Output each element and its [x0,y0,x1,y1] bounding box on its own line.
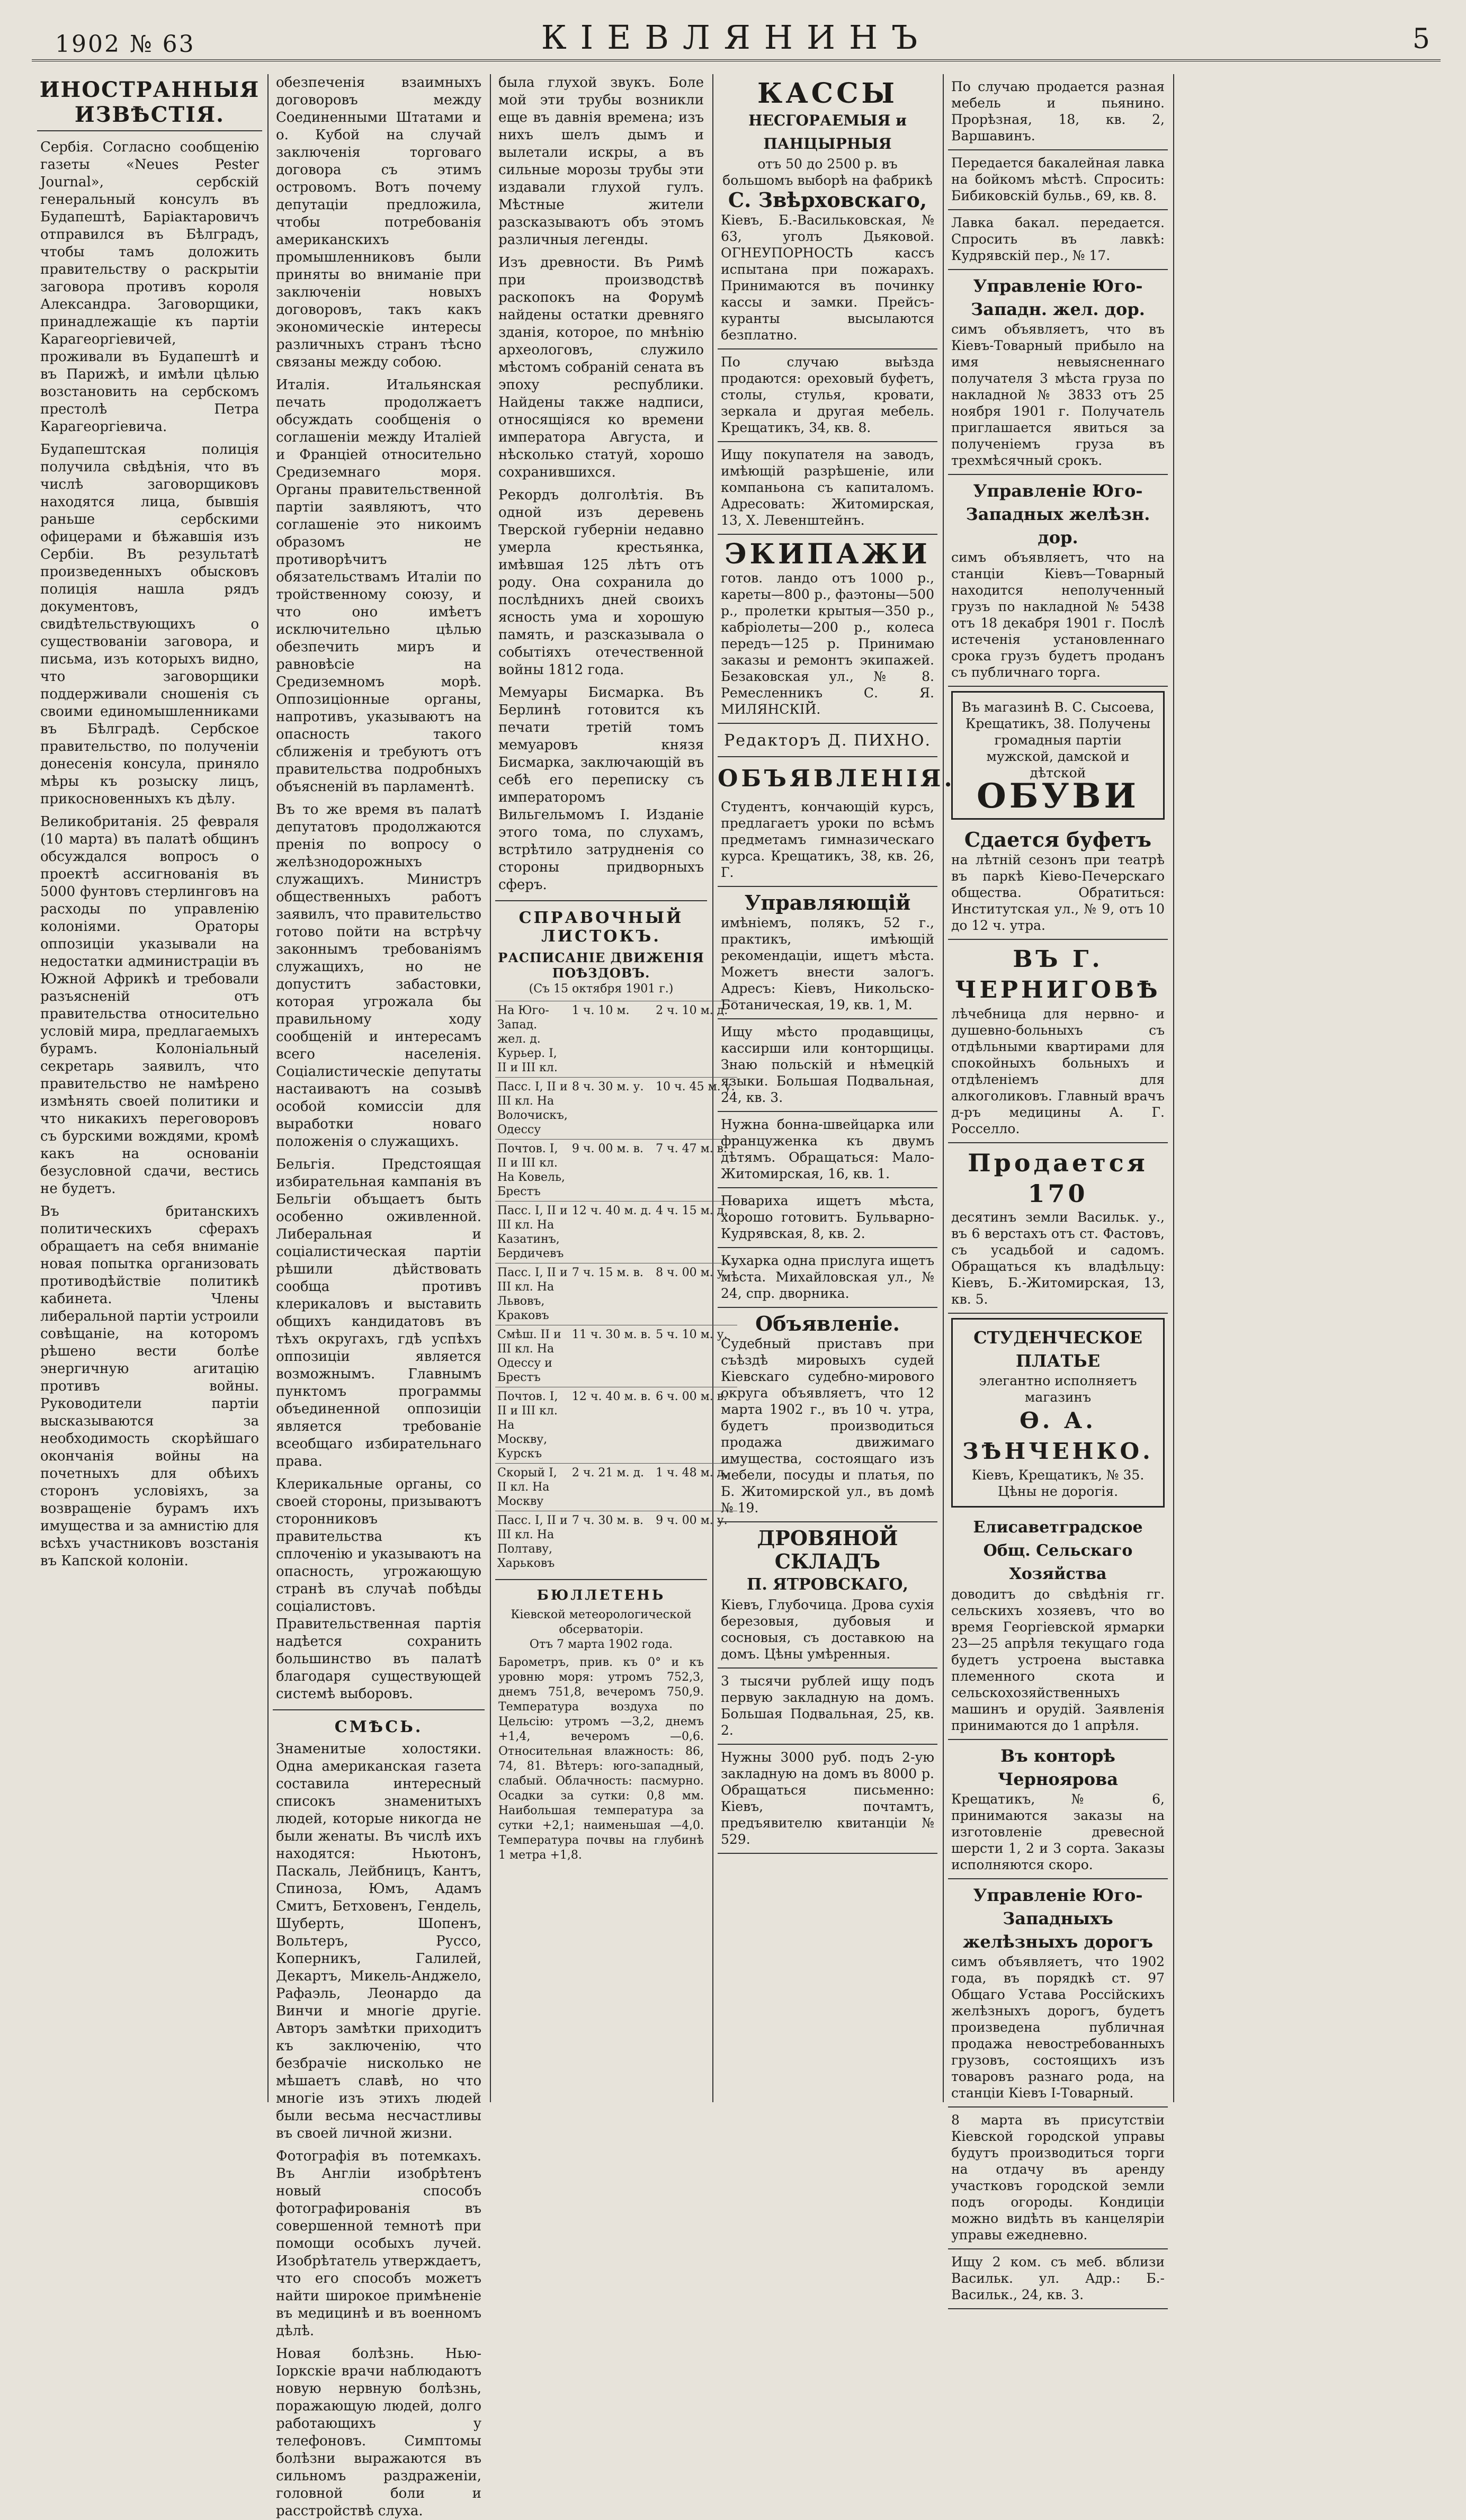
ad-text: Нужны 3000 руб. подъ 2-ую закладную на домъ въ 8000 р. Обращаться письменно: Кіевъ, почтамтъ, предъявителю квитанціи № 529. [721,1750,934,1847]
ad-text: симъ объявляетъ, что 1902 года, въ порядкѣ ст. 97 Общаго Устава Россійскихъ желѣзныхъ дорогъ, будетъ произведена публичная продажа невостребованныхъ грузовъ, состоящихъ изъ товаровъ разнаго рода, на станціи Кіевъ I-Товарный. [951,1954,1165,2101]
ad-text: Крещатикъ, № 6, принимаются заказы на изготовленіе древесной шерсти 1, 2 и 3 сорта. Заказы исполняются скоро. [951,1791,1165,1872]
ad-title: Управленіе Юго-Западн. жел. дор. [971,276,1145,319]
train-arrival: 1 ч. 48 м. д. [654,1464,737,1511]
column-ads-2 [948,74,1168,2302]
ad-text: Ищу покупателя на заводъ, имѣющій разрѣшеніе, или компаньона съ капиталомъ. Адресовать: Житомирская, 13, Х. Левенштейнъ. [721,447,934,528]
ad-buffet [948,824,1168,940]
ad-subtitle: элегантно исполняетъ магазинъ [979,1373,1137,1405]
ad-railway-1 [948,270,1168,475]
section-headline: СМѢСЬ. [334,1718,423,1736]
ad-title: Управленіе Юго-Западныхъ желѣзныхъ дорогъ [963,1885,1153,1952]
train-arrival: 7 ч. 47 м. в. [654,1140,737,1201]
train-departure: 8 ч. 30 м. у. [570,1078,654,1140]
timetable-row [495,1387,737,1464]
ad-carriages [718,535,937,724]
ad-title: СТУДЕНЧЕСКОЕ ПЛАТЬЕ [973,1328,1142,1371]
ad-agricultural-society [948,1512,1168,1740]
column-rule [267,74,269,2102]
article-paragraph: Сербія. Согласно сообщенію газеты «Neues Pester Journal», сербскій генеральный консулъ въ Будапештѣ, Баріактаровичъ отправился въ Бѣлградъ, чтобы тамъ доложить правительству о раскрытіи заговора противъ короля Александра. Заговорщики, принадлежащіе къ партіи Карагеоргіевичей, проживали въ Будапештѣ и въ Парижѣ, и имѣли цѣлью возстановить на сербскомъ престолѣ Петра Карагеоргіевича. [40,139,259,435]
train-route: Скорый I, II кл. На Москву [495,1464,570,1511]
ad-firm: С. Звѣрховскаго, [728,188,927,212]
ad-text: Въ магазинѣ В. С. Сысоева, Крещатикъ, 38. Получены громадныя партіи мужской, дамской и дѣтской [961,699,1155,781]
divider [495,900,707,901]
train-departure: 9 ч. 00 м. в. [570,1140,654,1201]
ad-text: симъ объявляетъ, что на станціи Кіевъ—Товарный находится неполученный грузъ по накладной № 5438 отъ 18 декабря 1901 г. Послѣ истеченія установленнаго срока грузъ будетъ проданъ съ публичнаго торга. [951,550,1165,680]
ad-furniture [948,74,1168,150]
ad-text: Судебный приставъ при съѣздѣ мировыхъ судей Кіевскаго судебно-мирового округа объявляетъ, что 12 марта 1902 г., въ 10 ч. утра, будетъ производиться продажа движимаго имущества, состоящаго изъ мебели, посуды и платья, по Б. Житомирской ул., въ домѣ № 19. [721,1336,934,1515]
article-paragraph: Клерикальные органы, со своей стороны, призываютъ сторонниковъ правительства къ сплоченію и указываютъ на опасность, угрожающую странѣ въ случаѣ побѣды соціалистовъ. Правительственная партія надѣется сохранить большинство въ палатѣ благодаря существующей системѣ выборовъ. [276,1476,481,1702]
ad-title: Управляющій [744,891,911,914]
ad-firm: П. ЯТРОВСКАГО, [747,1575,908,1594]
section-headline: ИНОСТРАННЫЯ ИЗВѢСТІЯ. [37,77,262,131]
ad-furniture-sale [718,349,937,442]
ad-text: Повариха ищетъ мѣста, хорошо готовитъ. Бульварно-Кудрявская, 8, кв. 2. [721,1193,934,1241]
timetable-row [495,1140,737,1201]
masthead [32,11,1441,61]
ad-address: Кіевъ, Крещатикъ, № 35. Цѣны не дорогія. [971,1467,1145,1499]
column-misc-timetable [495,74,735,2108]
ad-loan [718,1669,937,1745]
article-paragraph: Будапештская полиція получила свѣдѣнія, что въ числѣ заговорщиковъ находятся лица, бывшія раньше сербскими офицерами и бѣжавшія изъ Сербіи. Въ результатѣ произведенныхъ обысковъ полиція нашла рядъ документовъ, свидѣтельствующихъ о существованіи заговора, и письма, изъ которыхъ видно, что заговорщики поддерживали сношенія съ своими единомышленниками въ Бѣлградѣ. Сербское правительство, по полученіи донесенія консула, приняло мѣры къ розыску лицъ, прикосновенныхъ къ дѣлу. [40,442,259,807]
train-route: Пасс. I, II и III кл. На Казатинъ, Бердичевъ [495,1201,570,1263]
train-departure: 7 ч. 30 м. в. [570,1511,654,1573]
section-headline: СПРАВОЧНЫЙ ЛИСТОКЪ. [519,909,684,946]
ad-manager [718,887,937,1019]
article-paragraph: обезпеченія взаимныхъ договоровъ между Соединенными Штатами и о. Кубой на случай заключенія торговаго договора съ этимъ островомъ. Вотъ почему депутаціи предложила, чтобы потребованія американскихъ промышленниковъ были приняты во вниманіе при заключеніи новыхъ договоровъ, такъ какъ экономическіе интересы различныхъ странъ тѣсно связаны между собою. [276,75,481,370]
ad-text: Кіевъ, Б.-Васильковская, № 63, уголъ Дьяковой. ОГНЕУПОРНОСТЬ кассъ испытана при пожарахъ. Принимаются въ починку кассы и замки. Прейсъ-куранты высылаются безплатно. [721,212,934,343]
ad-title: ОБУВИ [977,776,1139,816]
ad-title: Елисаветградское Общ. Сельскаго Хозяйства [973,1518,1143,1583]
article-paragraph: Мемуары Бисмарка. Въ Берлинѣ готовится къ печати третій томъ мемуаровъ князя Бисмарка, заключающій въ себѣ его переписку съ императоромъ Вильгельмомъ I. Изданіе этого тома, по слухамъ, встрѣтило затрудненія со стороны придворныхъ сферъ. [498,685,704,893]
article-paragraph: Въ то же время въ палатѣ депутатовъ продолжаются пренія по вопросу о желѣзнодорожныхъ служащихъ. Министръ общественныхъ работъ заявилъ, что правительство готово пойти на встрѣчу законнымъ требованіямъ служащихъ, но не допуститъ забастовки, которая угрожала бы правильному ходу сообщеній и интересамъ всего населенія. Соціалистическіе депутаты настаиваютъ на созывѣ особой комиссіи для выработки новаго положенія о служащихъ. [276,802,481,1150]
bulletin-title: БЮЛЛЕТЕНЬ [537,1588,666,1603]
column-rule [943,74,944,2102]
train-route: Пасс. I, II и III кл. На Волочискъ, Одессу [495,1078,570,1140]
divider [273,1709,485,1710]
ad-title: Въ конторѣ Чернояровa [997,1746,1119,1789]
ad-text: 3 тысячи рублей ищу подъ первую закладную на домъ. Большая Подвальная, 25, кв. 2. [721,1673,934,1738]
train-departure: 7 ч. 15 м. в. [570,1263,654,1325]
article-paragraph: Бельгія. Предстоящая избирательная кампанія въ Бельгіи объщаетъ быть особенно оживленной. Либеральная и соціалистическая партіи рѣшили дѣйствовать сообща противъ клерикаловъ и выставить общихъ кандидатовъ въ тѣхъ округахъ, гдѣ успѣхъ оппозиціи является возможнымъ. Главнымъ пунктомъ программы объединенной оппозиціи является требованіе всеобщаго избирательнаго права. [276,1156,481,1469]
column-rule [490,74,491,2102]
train-route: На Юго-Запад. жел. д. Курьер. I, II и III кл. [495,1001,570,1078]
bulletin-subtitle: Кіевской метеорологической обсерваторіи. [511,1608,692,1636]
train-arrival: 4 ч. 15 м. д. [654,1201,737,1263]
article-paragraph: была глухой звукъ. Боле мой эти трубы возникли еще въ давнія времена; изъ нихъ шелъ дымъ и вылетали искры, а въ сильные морозы трубы эти издавали глухой гулъ. Мѣстные жители разсказываютъ объ этомъ различныя легенды. [498,75,704,248]
ad-tailor [951,1318,1165,1508]
ad-kitchen-maid [718,1248,937,1308]
ad-title: ДРОВЯНОЙ СКЛАДЪ [757,1526,898,1573]
timetable-row [495,1078,737,1140]
ad-title: Объявленіе. [755,1312,900,1335]
ad-text: лѣчебница для нервно- и душевно-больныхъ съ отдѣльными квартирами для спокойныхъ больныхъ и отдѣленіемъ для алкоголиковъ. Главный врачъ д-ръ медицины А. Г. Росселло. [951,1006,1165,1136]
ad-text: готов. ландо отъ 1000 р., кареты—800 р., фаэтоны—500 р., пролетки крытыя—350 р., кабріолеты—200 р., колеса передъ—125 р. Принимаю заказы и ремонтъ экипажей. Безаковская ул., № 8. Ремесленникъ С. Я. МИЛЯНСКІЙ. [721,570,934,717]
article-paragraph: Великобританія. 25 февраля (10 марта) въ палатѣ общинъ обсуждался вопросъ о проектѣ ассигнованія въ 5000 фунтовъ стерлинговъ на расходы по управленію колоніями. Ораторы оппозиціи указывали на недостатки администраціи въ Южной Африкѣ и требовали разъясненій отъ правительства относительно условій мира, предлагаемыхъ бурамъ. Колоніальный секретарь заявилъ, что правительство не намѣрено измѣнять своей политики и что никакихъ переговоровъ съ бурскими вождями, кромѣ какъ на основаніи безусловной сдачи, вестись не будетъ. [40,814,259,1197]
bulletin-text: Барометръ, прив. къ 0° и къ уровню моря: утромъ 752,3, днемъ 751,8, вечеромъ 750,9. Температура воздуха по Цельсію: утромъ —3,2, днемъ +1,4, вечеромъ —0,6. Относительная влажность: 86, 74, 81. Вѣтеръ: юго-западный, слабый. Облачность: пасмурно. Осадки за сутки: 0,8 мм. Наибольшая температура за сутки +2,1; наименьшая —4,0. Температура почвы на глубинѣ 1 метра +1,8. [498,1656,704,1862]
ad-grocery-transfer [948,150,1168,210]
train-departure: 11 ч. 30 м. в. [570,1325,654,1387]
train-departure: 12 ч. 40 м. д. [570,1201,654,1263]
ad-railway-3 [948,1879,1168,2108]
ad-price: отъ 50 до 2500 р. въ большомъ выборѣ на фабрикѣ [722,156,933,188]
train-departure: 12 ч. 40 м. в. [570,1387,654,1464]
train-arrival: 2 ч. 10 м. д. [654,1001,737,1078]
ad-title: ЭКИПАЖИ [725,538,931,570]
page-number: 5 [1412,23,1430,55]
timetable-row [495,1263,737,1325]
column-news-continued [273,74,485,2519]
ad-text: на лѣтній сезонъ при театрѣ въ паркѣ Кіево-Печерскаго общества. Обратиться: Институтская ул., № 9, отъ 10 до 12 ч. утра. [951,852,1165,933]
article-paragraph: Изъ древности. Въ Римѣ при производствѣ раскопокъ на Форумѣ найдены остатки древняго зданія, которое, по мнѣнію археологовъ, служило мѣстомъ собраній сената въ эпоху республики. Найдены также надписи, относящіяся ко времени императора Августа, и нѣсколько статуй, хорошо сохранившихся. [498,255,704,480]
ad-title: КАССЫ [757,77,898,110]
train-arrival: 10 ч. 45 м. у. [654,1078,737,1140]
ad-subtitle: НЕСГОРАЕМЫЯ и ПАНЦЫРНЫЯ [748,112,907,153]
ad-text: Ищу 2 ком. съ меб. вблизи Васильк. ул. Адр.: Б.-Васильк., 24, кв. 3. [951,2254,1165,2302]
train-route: Смѣш. II и III кл. На Одессу и Брестъ [495,1325,570,1387]
timetable-note: (Съ 15 октября 1901 г.) [529,982,674,996]
train-timetable [495,1001,737,1573]
article-paragraph: Рекордъ долголѣтія. Въ одной изъ деревень Тверской губерніи недавно умерла крестьянка, имѣвшая 125 лѣтъ отъ роду. Она сохранила до послѣднихъ дней своихъ ясность ума и хорошую память, и разсказывала о событіяхъ отечественной войны 1812 года. [498,487,704,678]
train-departure: 1 ч. 10 м. [570,1001,654,1078]
ad-title: ВЪ Г. ЧЕРНИГОВѢ [955,946,1161,1003]
ad-text: Кіевъ, Глубочица. Дрова сухія березовыя, дубовыя и сосновыя, съ доставкою на домъ. Цѣны умѣренныя. [721,1597,934,1662]
ad-cook [718,1188,937,1248]
ad-title: Сдается буфетъ [964,828,1152,851]
bulletin-date: Отъ 7 марта 1902 года. [529,1638,673,1651]
issue-date: 1902 № 63 [55,31,195,58]
ad-seeking-job [718,1019,937,1112]
ad-loan-2 [718,1745,937,1854]
section-headline: ОБЪЯВЛЕНІЯ. [718,765,955,792]
divider [495,1579,707,1580]
ad-text: Передается бакалейная лавка на бойкомъ мѣстѣ. Спросить: Бибиковскій бульв., 69, кв. 8. [951,155,1165,203]
ad-chernigov-clinic [948,940,1168,1143]
train-arrival: 9 ч. 00 м. у. [654,1511,737,1573]
train-arrival: 6 ч. 00 м. в. [654,1387,737,1464]
ad-text: По случаю выѣзда продаются: ореховый буфетъ, столы, стулья, кровати, зеркала и другая мебель. Крещатикъ, 34, кв. 8. [721,354,934,435]
article-paragraph: Италія. Итальянская печать продолжаетъ обсуждать сообщенія о соглашеніи между Италіей и Франціей относительно Средиземнаго моря. Органы правительственной партіи заявляютъ, что соглашеніе это никоимъ образомъ не противорѣчитъ обязательствамъ Италіи по тройственному союзу, и что оно имѣетъ исключительно цѣлью обезпечить миръ и равновѣсіе на Средиземномъ морѣ. Оппозиціонные органы, напротивъ, указываютъ на опасность такого сближенія и требуютъ отъ правительства подробныхъ объясненій въ парламентѣ. [276,377,481,795]
train-route: Пасс. I, II и III кл. На Полтаву, Харьковъ [495,1511,570,1573]
ad-railway-2 [948,475,1168,687]
newspaper-title: КІЕВЛЯНИНЪ [541,18,932,57]
ad-city-auction [948,2108,1168,2249]
ad-seeking-buyer [718,442,937,535]
column-ads-1 [718,74,955,2108]
column-foreign-news [37,74,262,2108]
ad-text: Студентъ, кончающій курсъ, предлагаетъ уроки по всѣмъ предметамъ гимназическаго курса. Крещатикъ, 38, кв. 26, Г. [721,799,934,880]
timetable-subtitle: РАСПИСАНІЕ ДВИЖЕНІЯ ПОѢЗДОВЪ. [498,950,704,981]
train-arrival: 5 ч. 10 м. у. [654,1325,737,1387]
ad-shop [948,210,1168,270]
ad-text: доводитъ до свѣдѣнія гг. сельскихъ хозяевъ, что во время Георгіевской ярмарки 23—25 апрѣля текущаго года будетъ устроена выставка племенного скота и сельскохозяйственныхъ машинъ и орудій. Заявленія принимаются до 1 апрѣля. [951,1586,1165,1733]
article-paragraph: Въ британскихъ политическихъ сферахъ обращаетъ на себя вниманіе новая попытка организовать противодѣйствіе политикѣ кабинета. Члены либеральной партіи устроили совѣщаніе, на которомъ рѣшено вести болѣе энергичную агитацію противъ войны. Руководители партіи высказываются за необходимость скорѣйшаго окончанія войны на почетныхъ для обѣихъ сторонъ условіяхъ, за возвращеніе бурамъ ихъ имущества и за амнистію для всѣхъ участниковъ возстанія въ Капской колоніи. [40,1204,259,1569]
ad-text: Нужна бонна-швейцарка или француженка къ двумъ дѣтямъ. Обращаться: Мало-Житомирская, 16, кв. 1. [721,1117,934,1181]
ad-land-sale [948,1143,1168,1314]
ad-firm: Ѳ. А. ЗѢНЧЕНКО. [962,1407,1154,1464]
ad-safes [718,74,937,349]
ad-text: По случаю продается разная мебель и пьянино. Прорѣзная, 18, кв. 2, Варшавинъ. [951,79,1165,144]
ad-text: симъ объявляетъ, что въ Кіевъ-Товарный прибыло на имя невыясненнаго получателя 3 мѣста груза по накладной № 3833 отъ 25 ноября 1901 г. Получатель приглашается явиться за полученіемъ груза въ трехмѣсячный срокъ. [951,321,1165,468]
ad-room-wanted [948,2249,1168,2309]
ad-text: Ищу мѣсто продавщицы, кассирши или конторщицы. Знаю польскій и нѣмецкій языки. Большая Подвальная, 24, кв. 3. [721,1024,934,1105]
article-paragraph: Новая болѣзнь. Нью-Іоркскіе врачи наблюдаютъ новую нервную болѣзнь, поражающую людей, долго работающихъ у телефоновъ. Симптомы болѣзни выражаются въ сильномъ раздраженіи, головной боли и расстройствѣ слуха. [276,2346,481,2519]
ad-shoes [951,691,1165,820]
train-route: Почтов. I, II и III кл. На Москву, Курскъ [495,1387,570,1464]
ad-student [718,794,937,887]
train-route: Почтов. I, II и III кл. На Ковель, Брестъ [495,1140,570,1201]
train-arrival: 8 ч. 00 м. у. [654,1263,737,1325]
timetable-row [495,1001,737,1078]
ad-title: Продается 170 [968,1149,1148,1208]
ad-text: имѣніемъ, полякъ, 52 г., практикъ, имѣющій рекомендаціи, ищетъ мѣста. Можетъ внести залогъ. Адресъ: Кіевъ, Никольско-Ботаническая, 19, кв. 1, М. [721,915,934,1012]
ad-text: Кухарка одна прислуга ищетъ мѣста. Михайловская ул., № 24, спр. дворника. [721,1253,934,1301]
article-paragraph: Фотографія въ потемкахъ. Въ Англіи изобрѣтенъ новый способъ фотографированія въ совершенной темнотѣ при помощи особыхъ лучей. Изобрѣтатель утверждаетъ, что его способъ можетъ найти широкое примѣненіе въ медицинѣ и въ военномъ дѣлѣ. [276,2148,481,2339]
timetable-row [495,1464,737,1511]
timetable-row [495,1325,737,1387]
ad-firewood [718,1522,937,1669]
ad-text: Лавка бакал. передается. Спросить въ лавкѣ: Кудрявскій пер., № 17. [951,215,1165,263]
ad-court-notice [718,1308,937,1522]
train-departure: 2 ч. 21 м. д. [570,1464,654,1511]
ad-chernyarov-office [948,1740,1168,1879]
ad-title: Управленіе Юго-Западных желѣзн. дор. [966,481,1150,548]
divider [718,756,937,757]
train-route: Пасс. I, II и III кл. На Львовъ, Краковъ [495,1263,570,1325]
ad-text: 8 марта въ присутствіи Кіевской городской управы будутъ производиться торги на отдачу въ аренду участковъ городской земли подъ огороды. Кондиціи можно видѣть въ канцеляріи управы ежедневно. [951,2112,1165,2243]
timetable-row [495,1511,737,1573]
editor-credit: Редакторъ Д. ПИХНО. [724,731,931,750]
ad-governess [718,1112,937,1188]
ad-text: десятинъ земли Васильк. у., въ 6 верстахъ отъ ст. Фастовъ, съ усадьбой и садомъ. Обращаться къ владѣльцу: Кіевъ, Б.-Житомирская, 13, кв. 5. [951,1209,1165,1307]
article-paragraph: Знаменитые холостяки. Одна американская газета составила интересный списокъ знаменитыхъ людей, которые никогда не были женаты. Въ числѣ ихъ находятся: Ньютонъ, Паскаль, Лейбницъ, Кантъ, Спиноза, Юмъ, Адамъ Смитъ, Бетховенъ, Гендель, Шуберть, Шопенъ, Вольтеръ, Руссо, Коперникъ, Галилей, Декартъ, Микель-Анджело, Рафаэль, Леонардо да Винчи и многіе другіе. Авторъ замѣтки приходитъ къ заключенію, что безбрачіе нисколько не мѣшаетъ славѣ, но что многіе изъ этихъ людей были весьма несчастливы въ своей личной жизни. [276,1741,481,2141]
timetable-row [495,1201,737,1263]
column-rule [1173,74,1174,2102]
